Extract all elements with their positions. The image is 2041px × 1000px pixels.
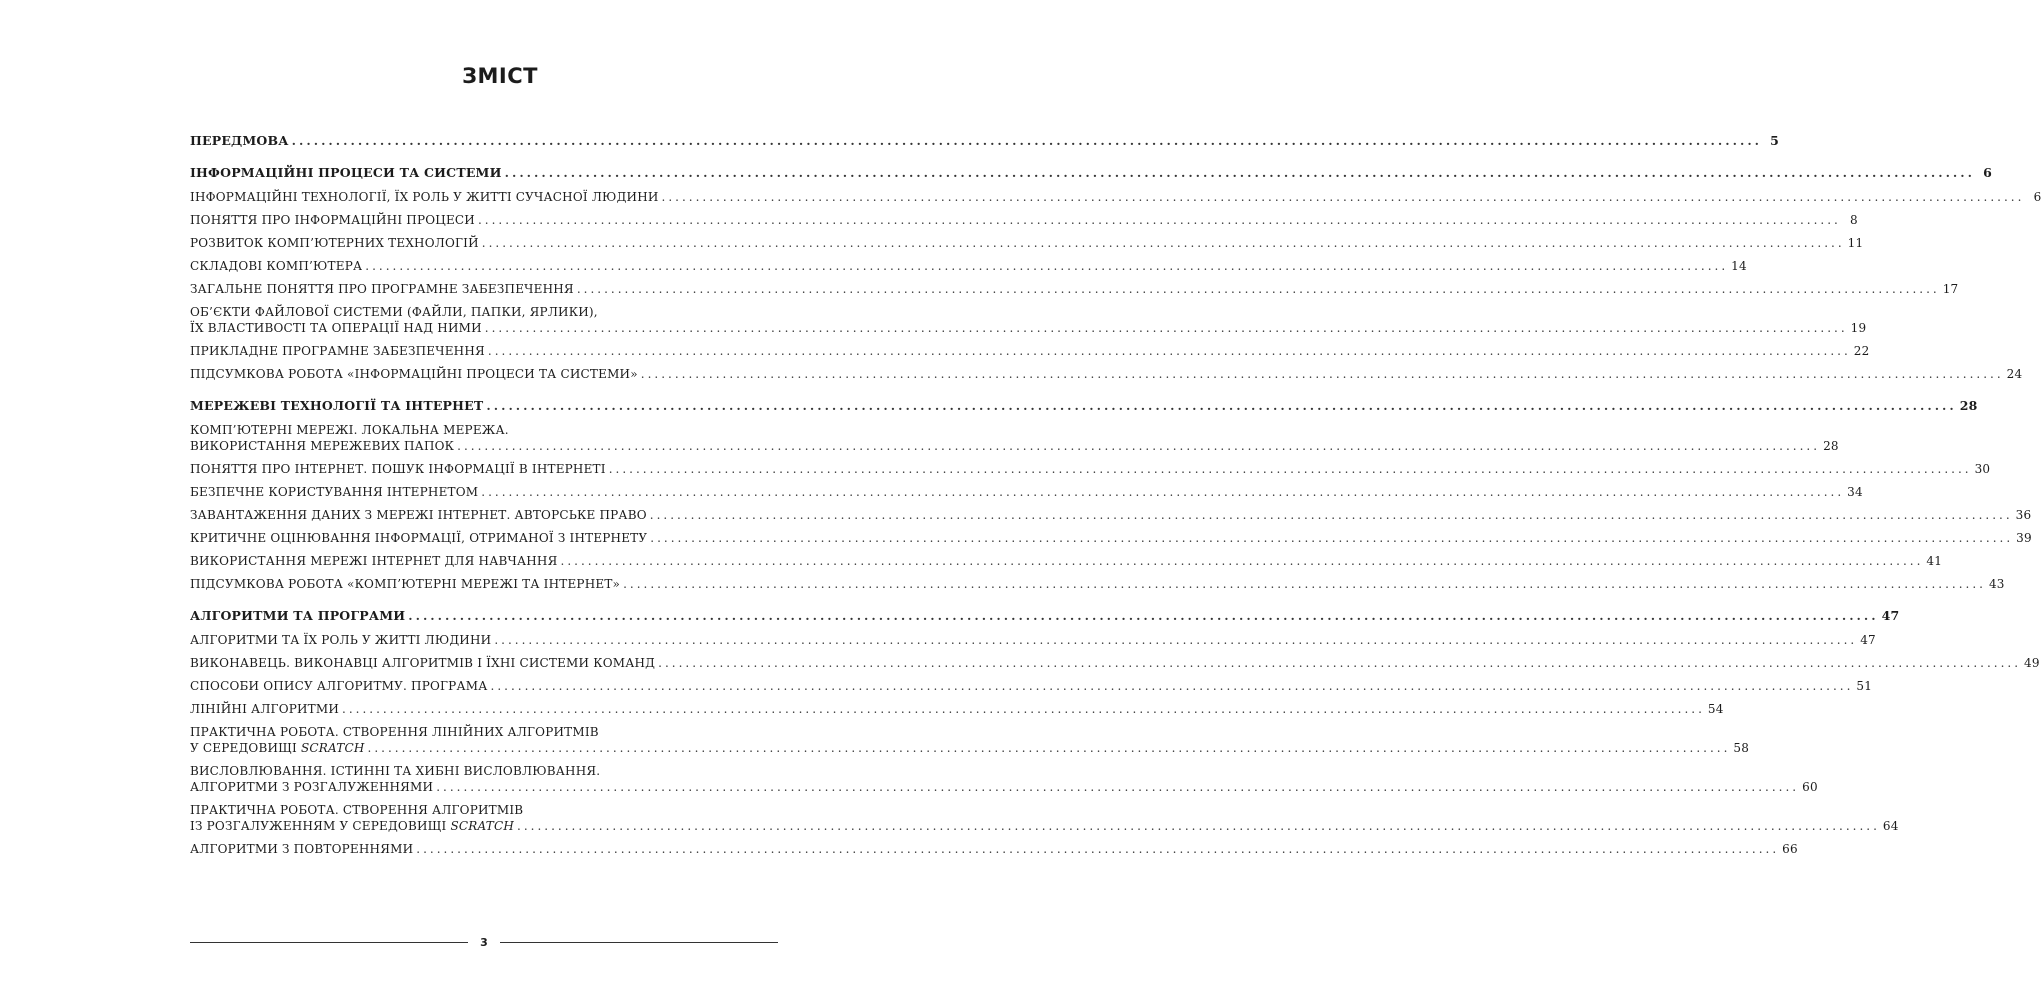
dot-leader: ........................................................................................................................................................................................................ [658, 656, 2022, 670]
scratch-italic: SCRATCH [301, 741, 365, 755]
toc-entry-line [190, 701, 1724, 717]
dot-leader: ........................................................................................................................................................................................................ [408, 608, 1879, 623]
toc-entry-page: 19 [1850, 321, 1867, 335]
toc-entry-page: 47 [1881, 608, 1900, 623]
toc-entry-title: ЇХ ВЛАСТИВОСТІ ТА ОПЕРАЦІЇ НАД НИМИ [190, 321, 482, 335]
toc-entry[interactable] [190, 701, 1724, 717]
dot-leader: ........................................................................................................................................................................................................ [436, 780, 1800, 794]
toc-entry-page: 64 [1882, 819, 1899, 833]
toc-entry[interactable] [190, 212, 1858, 228]
toc-entry[interactable] [190, 461, 1991, 477]
footer-rule-right [500, 942, 778, 943]
dot-leader: ........................................................................................................................................................................................................ [560, 554, 1924, 568]
dot-leader: ........................................................................................................................................................................................................ [640, 367, 2004, 381]
toc-entry[interactable] [190, 422, 1839, 454]
toc-entry[interactable] [190, 258, 1747, 274]
toc-entry-title: ЛІНІЙНІ АЛГОРИТМИ [190, 702, 340, 716]
toc-section-2 [190, 398, 2032, 592]
toc-section-heading[interactable] [190, 165, 1992, 181]
toc-entry-title: У СЕРЕДОВИЩІ SCRATCH [190, 741, 365, 755]
dot-leader: ........................................................................................................................................................................................................ [367, 741, 1731, 755]
toc-entry-page: 34 [1847, 485, 1863, 499]
dot-leader: ........................................................................................................................................................................................................ [486, 398, 1957, 413]
toc-entry-title: ІНФОРМАЦІЙНІ ТЕХНОЛОГІЇ, ЇХ РОЛЬ У ЖИТТІ СУЧАСНОЇ ЛЮДИНИ [190, 190, 659, 204]
toc-entry-page: 43 [1988, 577, 2005, 591]
toc-entry-title: ПІДСУМКОВА РОБОТА «ІНФОРМАЦІЙНІ ПРОЦЕСИ ТА СИСТЕМИ» [190, 367, 638, 381]
toc-entry-title-line1: КОМП’ЮТЕРНІ МЕРЕЖІ. ЛОКАЛЬНА МЕРЕЖА. [190, 423, 509, 437]
toc-entry-preface[interactable] [190, 133, 1780, 149]
dot-leader: ........................................................................................................................................................................................................ [623, 577, 1986, 591]
toc-section-heading[interactable] [190, 608, 1900, 624]
dot-leader: ........................................................................................................................................................................................................ [504, 165, 1975, 180]
toc-entry-line [190, 398, 1978, 414]
toc-entry-page: 51 [1856, 679, 1873, 693]
toc-entry-line [190, 165, 1992, 181]
toc-entry-page: 54 [1707, 702, 1724, 716]
toc-entry-page: 39 [2016, 531, 2032, 545]
toc-entry-line [190, 343, 1870, 359]
toc-items [190, 422, 2032, 592]
dot-leader: ........................................................................................................................................................................................................ [661, 190, 2025, 204]
toc-entry-page: 17 [1942, 282, 1959, 296]
toc-items [190, 632, 2040, 857]
toc-entry-title: БЕЗПЕЧНЕ КОРИСТУВАННЯ ІНТЕРНЕТОМ [190, 485, 479, 499]
toc-section-heading[interactable] [190, 398, 1978, 414]
toc-entry-title: СКЛАДОВІ КОМП’ЮТЕРА [190, 259, 363, 273]
page-title: ЗМІСТ [462, 64, 538, 88]
toc-entry-title-line1: ПРАКТИЧНА РОБОТА. СТВОРЕННЯ ЛІНІЙНИХ АЛГОРИТМІВ [190, 725, 599, 739]
toc-entry-line [190, 678, 1873, 694]
toc-entry-page: 11 [1847, 236, 1864, 250]
page-footer [190, 935, 778, 949]
toc-entry[interactable] [190, 304, 1867, 336]
toc-entry-title: АЛГОРИТМИ ТА ЇХ РОЛЬ У ЖИТТІ ЛЮДИНИ [190, 633, 492, 647]
toc-entry-line [190, 779, 1818, 795]
dot-leader: ........................................................................................................................................................................................................ [650, 531, 2014, 545]
toc-entry-line [190, 530, 2032, 546]
toc-items [190, 189, 2041, 382]
toc-entry-page: 24 [2006, 367, 2023, 381]
toc-entry-page: 66 [1782, 842, 1798, 856]
toc-entry-page: 5 [1770, 133, 1780, 148]
dot-leader: ........................................................................................................................................................................................................ [649, 508, 2013, 522]
toc-entry-title: ВИКОРИСТАННЯ МЕРЕЖІ ІНТЕРНЕТ ДЛЯ НАВЧАННЯ [190, 554, 558, 568]
toc-entry-page: 8 [1850, 213, 1858, 227]
toc-entry-title: АЛГОРИТМИ З ПОВТОРЕННЯМИ [190, 842, 414, 856]
toc-entry-line [190, 553, 1943, 569]
toc-entry-line [190, 484, 1863, 500]
toc-section-3 [190, 608, 2040, 857]
toc-entry-line [190, 655, 2040, 671]
toc-entry[interactable] [190, 235, 1864, 251]
toc-entry-title: ЗАГАЛЬНЕ ПОНЯТТЯ ПРО ПРОГРАМНЕ ЗАБЕЗПЕЧЕННЯ [190, 282, 574, 296]
toc-entry[interactable] [190, 655, 2040, 671]
dot-leader: ........................................................................................................................................................................................................ [517, 819, 1880, 833]
toc-entry-line [190, 841, 1798, 857]
dot-leader: ........................................................................................................................................................................................................ [291, 133, 1763, 148]
toc-entry[interactable] [190, 507, 2032, 523]
toc-entry-title-line1: ПРАКТИЧНА РОБОТА. СТВОРЕННЯ АЛГОРИТМІВ [190, 803, 524, 817]
toc-entry[interactable] [190, 763, 1818, 795]
dot-leader: ........................................................................................................................................................................................................ [481, 236, 1845, 250]
toc-entry-line [190, 258, 1747, 274]
dot-leader: ........................................................................................................................................................................................................ [416, 842, 1780, 856]
dot-leader: ........................................................................................................................................................................................................ [487, 344, 1851, 358]
toc-entry-line [190, 461, 1991, 477]
toc-entry-line [190, 507, 2032, 523]
toc-entry-title-line1: ОБ’ЄКТИ ФАЙЛОВОЇ СИСТЕМИ (ФАЙЛИ, ПАПКИ, ЯРЛИКИ), [190, 305, 598, 319]
toc-entry-line [190, 189, 2041, 205]
toc-entry-title: СПОСОБИ ОПИСУ АЛГОРИТМУ. ПРОГРАМА [190, 679, 488, 693]
toc-entry-line [190, 818, 1899, 834]
dot-leader: ........................................................................................................................................................................................................ [494, 633, 1858, 647]
toc-entry[interactable] [190, 530, 2032, 546]
dot-leader: ........................................................................................................................................................................................................ [457, 439, 1821, 453]
toc-entry-title: ІНФОРМАЦІЙНІ ПРОЦЕСИ ТА СИСТЕМИ [190, 165, 502, 180]
toc-entry-title: ПІДСУМКОВА РОБОТА «КОМП’ЮТЕРНІ МЕРЕЖІ ТА ІНТЕРНЕТ» [190, 577, 621, 591]
toc-entry-page: 60 [1802, 780, 1818, 794]
toc-entry-line [190, 632, 1876, 648]
toc-entry[interactable] [190, 632, 1876, 648]
toc-entry-title: АЛГОРИТМИ З РОЗГАЛУЖЕННЯМИ [190, 780, 434, 794]
toc-entry-line [190, 740, 1750, 756]
toc-entry-title: КРИТИЧНЕ ОЦІНЮВАННЯ ІНФОРМАЦІЇ, ОТРИМАНОЇ З ІНТЕРНЕТУ [190, 531, 648, 545]
toc-entry-page: 58 [1733, 741, 1750, 755]
scratch-italic: SCRATCH [450, 819, 514, 833]
toc-entry-line [190, 438, 1839, 454]
dot-leader: ........................................................................................................................................................................................................ [477, 213, 1841, 227]
toc-entry[interactable] [190, 281, 1959, 297]
toc-entry-title: АЛГОРИТМИ ТА ПРОГРАМИ [190, 608, 406, 623]
toc-entry-page: 28 [1823, 439, 1839, 453]
dot-leader: ........................................................................................................................................................................................................ [365, 259, 1729, 273]
dot-leader: ........................................................................................................................................................................................................ [342, 702, 1705, 716]
page-number: 3 [480, 935, 488, 949]
dot-leader: ........................................................................................................................................................................................................ [608, 462, 1972, 476]
toc-entry-line [190, 212, 1858, 228]
toc-entry-page: 41 [1926, 554, 1943, 568]
toc-section-preface [190, 133, 1780, 149]
table-of-contents [190, 133, 2041, 873]
toc-entry-title: МЕРЕЖЕВІ ТЕХНОЛОГІЇ ТА ІНТЕРНЕТ [190, 398, 484, 413]
toc-entry[interactable] [190, 553, 1943, 569]
toc-entry[interactable] [190, 484, 1863, 500]
toc-entry-page: 6 [1983, 165, 1992, 180]
toc-entry-title: ІЗ РОЗГАЛУЖЕННЯМ У СЕРЕДОВИЩІ SCRATCH [190, 819, 514, 833]
toc-entry-title: ВИКОРИСТАННЯ МЕРЕЖЕВИХ ПАПОК [190, 439, 455, 453]
toc-entry[interactable] [190, 189, 2041, 205]
toc-section-1 [190, 165, 2041, 382]
toc-entry-line [190, 133, 1780, 149]
toc-entry[interactable] [190, 366, 2023, 382]
toc-entry-title: ПОНЯТТЯ ПРО ІНФОРМАЦІЙНІ ПРОЦЕСИ [190, 213, 475, 227]
toc-entry-line [190, 366, 2023, 382]
toc-entry[interactable] [190, 724, 1750, 756]
toc-entry-line [190, 235, 1864, 251]
toc-entry-page: 36 [2015, 508, 2032, 522]
toc-entry-title: ПЕРЕДМОВА [190, 133, 289, 148]
toc-entry[interactable] [190, 678, 1873, 694]
toc-entry-title: ВИКОНАВЕЦЬ. ВИКОНАВЦІ АЛГОРИТМІВ І ЇХНІ СИСТЕМИ КОМАНД [190, 656, 656, 670]
toc-entry-page: 49 [2024, 656, 2040, 670]
dot-leader: ........................................................................................................................................................................................................ [576, 282, 1940, 296]
toc-entry-page: 30 [1974, 462, 1991, 476]
toc-entry-title: ЗАВАНТАЖЕННЯ ДАНИХ З МЕРЕЖІ ІНТЕРНЕТ. АВТОРСЬКЕ ПРАВО [190, 508, 647, 522]
toc-entry-line [190, 608, 1900, 624]
toc-entry[interactable] [190, 576, 2005, 592]
toc-entry-line [190, 576, 2005, 592]
dot-leader: ........................................................................................................................................................................................................ [490, 679, 1854, 693]
toc-entry-page: 28 [1959, 398, 1978, 413]
toc-entry[interactable] [190, 343, 1870, 359]
toc-entry-line [190, 320, 1867, 336]
toc-entry[interactable] [190, 841, 1798, 857]
toc-entry-line [190, 281, 1959, 297]
toc-entry-title: ПРИКЛАДНЕ ПРОГРАМНЕ ЗАБЕЗПЕЧЕННЯ [190, 344, 485, 358]
dot-leader: ........................................................................................................................................................................................................ [484, 321, 1848, 335]
toc-entry-title-line1: ВИСЛОВЛЮВАННЯ. ІСТИННІ ТА ХИБНІ ВИСЛОВЛЮВАННЯ. [190, 764, 601, 778]
toc-entry-page: 14 [1731, 259, 1747, 273]
dot-leader: ........................................................................................................................................................................................................ [481, 485, 1845, 499]
toc-entry[interactable] [190, 802, 1899, 834]
toc-entry-title: РОЗВИТОК КОМП’ЮТЕРНИХ ТЕХНОЛОГІЙ [190, 236, 479, 250]
toc-entry-title: ПОНЯТТЯ ПРО ІНТЕРНЕТ. ПОШУК ІНФОРМАЦІЇ В ІНТЕРНЕТІ [190, 462, 606, 476]
toc-entry-page: 22 [1853, 344, 1870, 358]
toc-entry-page: 47 [1860, 633, 1876, 647]
toc-entry-page: 6 [2033, 190, 2041, 204]
footer-rule-left [190, 942, 468, 943]
